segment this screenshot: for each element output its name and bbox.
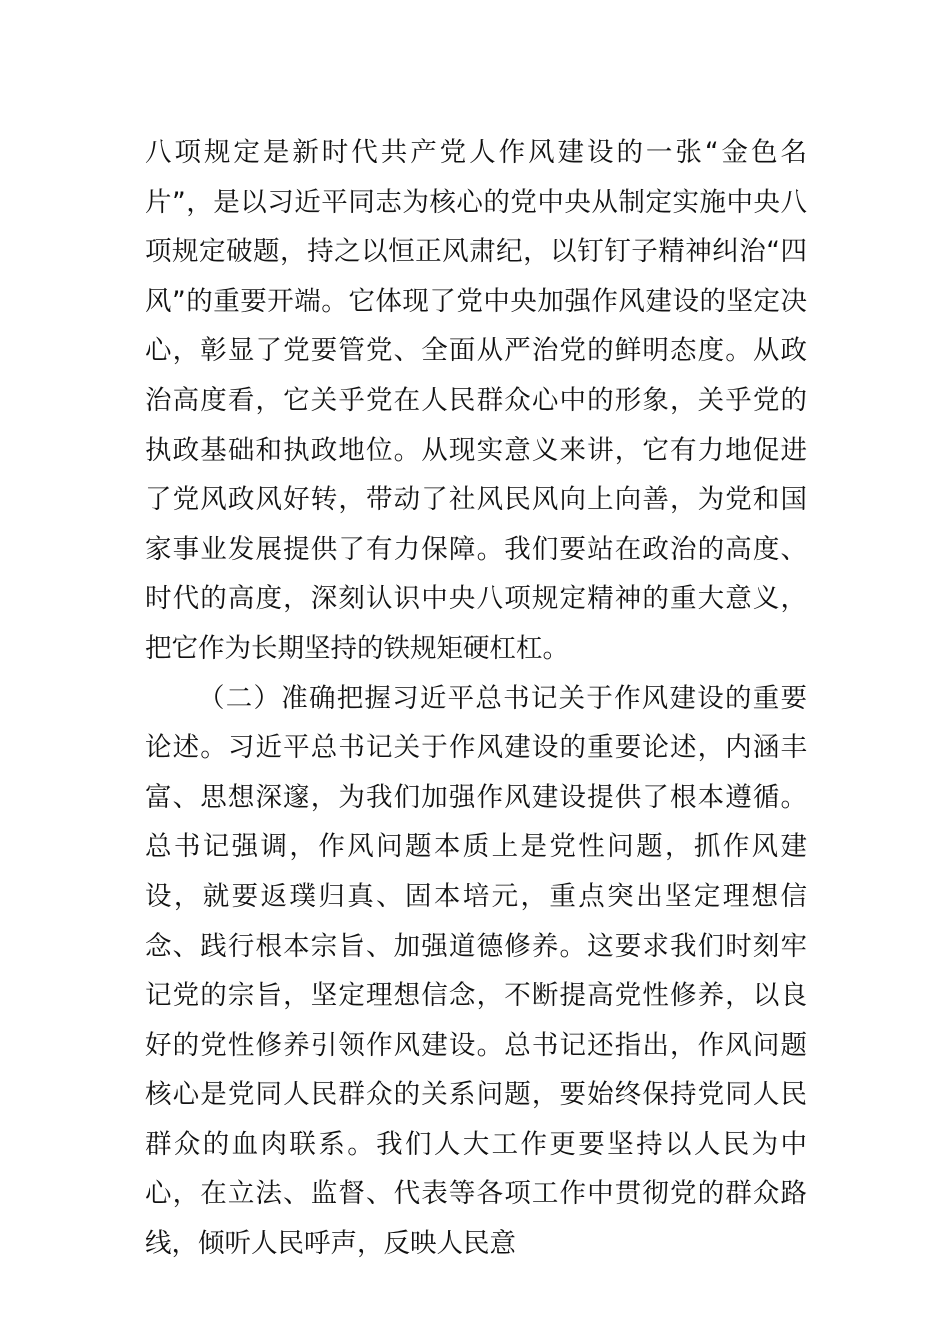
document-body	[145, 128, 807, 1269]
paragraph-eight-rules-significance: 八项规定是新时代共产党人作风建设的一张“金色名片”，是以习近平同志为核心的党中央从制定实施中央八项规定破题，持之以恒正风肃纪，以钉钉子精神纠治“四风”的重要开端。它体现了党中央加强作风建设的坚定决心，彰显了党要管党、全面从严治党的鲜明态度。从政治高度看，它关乎党在人民群众心中的形象，关乎党的执政基础和执政地位。从现实意义来讲，它有力地促进了党风政风好转，带动了社风民风向上向善，为党和国家事业发展提供了有力保障。我们要站在政治的高度、时代的高度，深刻认识中央八项规定精神的重大意义，把它作为长期坚持的铁规矩硬杠杠。	[145, 137, 807, 664]
paragraph-section-two-style-building: （二）准确把握习近平总书记关于作风建设的重要论述。习近平总书记关于作风建设的重要论述，内涵丰富、思想深邃，为我们加强作风建设提供了根本遵循。总书记强调，作风问题本质上是党性问题，抓作风建设，就要返璞归真、固本培元，重点突出坚定理想信念、践行根本宗旨、加强道德修养。这要求我们时刻牢记党的宗旨，坚定理想信念，不断提高党性修养，以良好的党性修养引领作风建设。总书记还指出，作风问题核心是党同人民群众的关系问题，要始终保持党同人民群众的血肉联系。我们人大工作更要坚持以人民为中心，在立法、监督、代表等各项工作中贯彻党的群众路线，倾听人民呼声，反映人民意	[145, 682, 807, 1260]
